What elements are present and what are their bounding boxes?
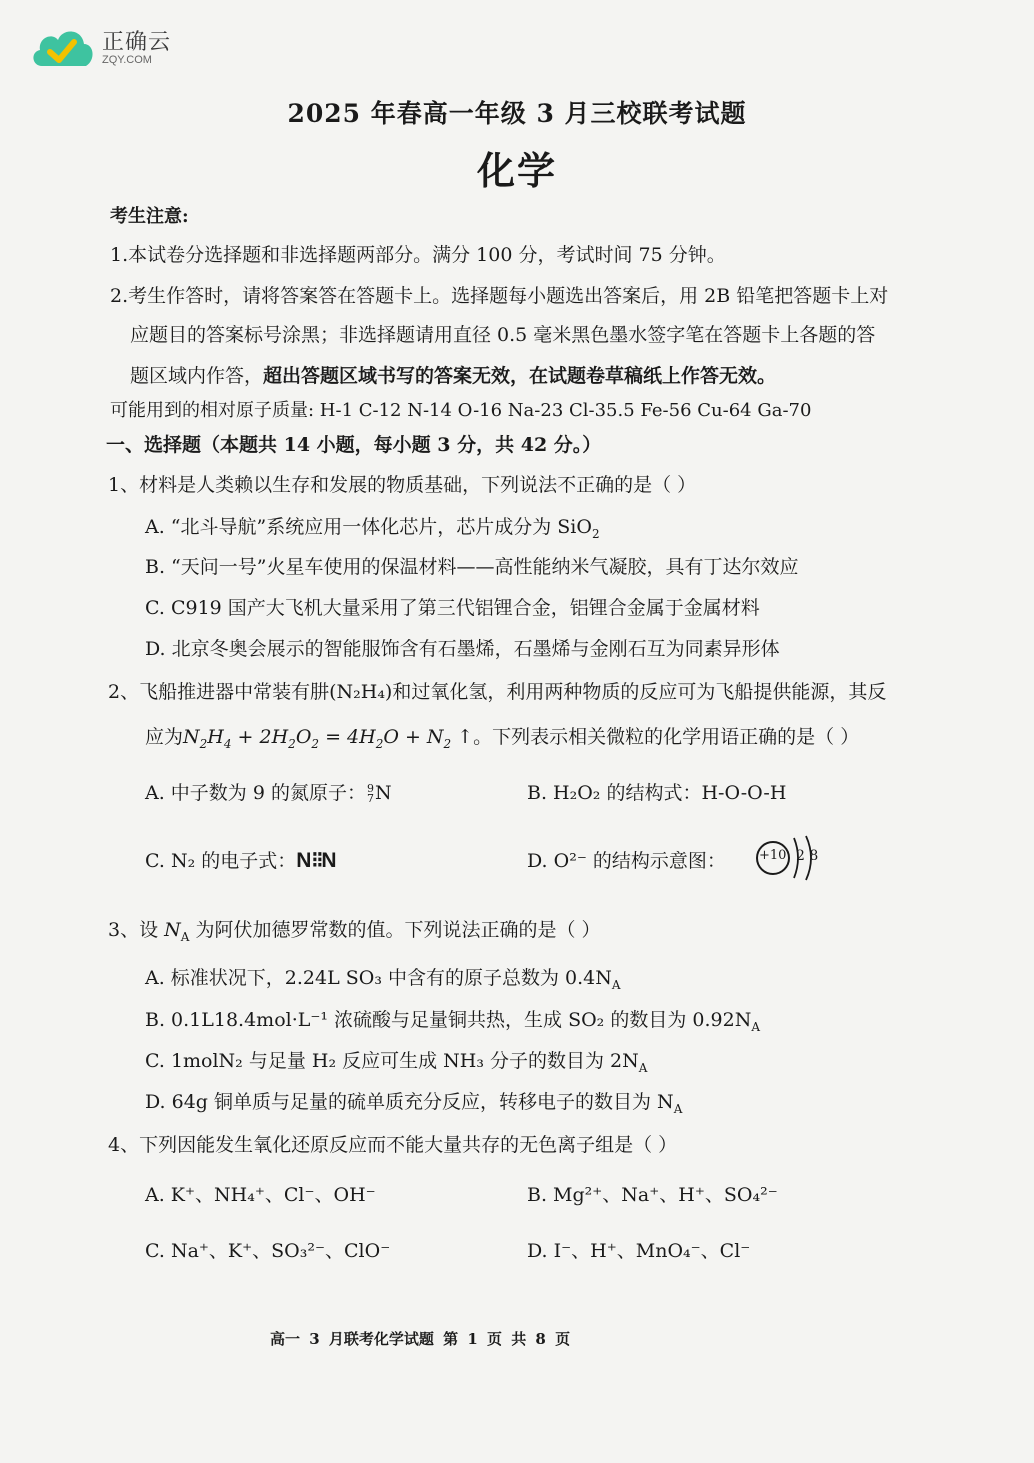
q3-d-sub: A [673, 1101, 683, 1116]
electron-formula-n2: N [321, 849, 337, 872]
q3-option-d-text: D. 64g 铜单质与足量的硫单质充分反应，转移电子的数目为 N [145, 1091, 674, 1113]
electron-dots: ⁝⁝ [311, 847, 322, 873]
notice-line-4-bold: 超出答题区域书写的答案无效，在试题卷草稿纸上作答无效。 [263, 365, 777, 387]
q3-option-c-text: C. 1molN₂ 与足量 H₂ 反应可生成 NH₃ 分子的数目为 2N [145, 1050, 639, 1072]
q2-option-a-text: A. 中子数为 9 的氮原子： [145, 782, 366, 804]
q1-stem: 1、材料是人类赖以生存和发展的物质基础，下列说法不正确的是（ ） [108, 474, 697, 496]
nucleus-label: +10 [759, 848, 787, 863]
nuclide-mass: 9 [366, 782, 374, 795]
q4-stem: 4、下列因能发生氧化还原反应而不能大量共存的无色离子组是（ ） [108, 1134, 678, 1156]
shell-electrons: 2 8 [796, 848, 819, 864]
exam-title: 2025 年春高一年级 3 月三校联考试题 [287, 99, 747, 128]
q3-option-c [145, 1046, 647, 1073]
q1-option-b: B. “天问一号”火星车使用的保温材料——高性能纳米气凝胶，具有丁达尔效应 [145, 556, 799, 578]
q2-option-d: D. O²⁻ 的结构示意图： [527, 850, 726, 872]
q2-option-c-text: C. N₂ 的电子式： [145, 850, 297, 872]
q1-option-d: D. 北京冬奥会展示的智能服饰含有石墨烯，石墨烯与金刚石互为同素异形体 [145, 638, 780, 660]
nuclide-scripts [367, 784, 374, 804]
exam-subject: 化学 [476, 148, 557, 193]
q2-equation: $N_2H_4 + 2H_2O_2 = 4H_2O + N_2$ ↑ [183, 726, 474, 751]
q4-option-b: B. Mg²⁺、Na⁺、H⁺、SO₄²⁻ [527, 1184, 778, 1206]
q3-na-sub: A [180, 929, 190, 944]
q2-equation-line [145, 722, 859, 749]
q1-option-a-sub: 2 [591, 526, 600, 541]
notice-line-4-plain: 题区域内作答， [130, 365, 264, 387]
q3-stem [108, 915, 601, 942]
q4-option-c: C. Na⁺、K⁺、SO₃²⁻、ClO⁻ [145, 1240, 391, 1262]
q3-option-d [145, 1087, 682, 1114]
q1-option-a [145, 512, 600, 539]
q2-eq-prefix: 应为 [145, 726, 184, 748]
q3-stem-b: 为阿伏加德罗常数的值。下列说法正确的是（ ） [189, 919, 601, 941]
q1-option-a-text: A. “北斗导航”系统应用一体化芯片，芯片成分为 SiO [145, 516, 592, 538]
q3-stem-a: 3、设 [108, 919, 165, 941]
q3-na-symbol: N [164, 919, 181, 941]
notice-heading: 考生注意: [110, 206, 189, 227]
cloud-check-icon [28, 22, 96, 74]
q3-option-b [145, 1005, 760, 1032]
q2-option-a [145, 778, 392, 805]
q2-option-b: B. H₂O₂ 的结构式：H-O-O-H [527, 782, 787, 804]
q3-option-b-text: B. 0.1L18.4mol·L⁻¹ 浓硫酸与足量铜共热，生成 SO₂ 的数目为 0.92N [145, 1009, 752, 1031]
q4-option-a: A. K⁺、NH₄⁺、Cl⁻、OH⁻ [145, 1184, 376, 1206]
q1-option-c: C. C919 国产大飞机大量采用了第三代铝锂合金，铝锂合金属于金属材料 [145, 597, 760, 619]
q2-option-c [145, 846, 337, 873]
atomic-masses: 可能用到的相对原子质量: H-1 C-12 N-14 O-16 Na-23 Cl-35.5 Fe-56 Cu-64 Ga-70 [110, 400, 812, 421]
page-footer: 高一 3 月联考化学试题 第 1 页 共 8 页 [270, 1330, 571, 1348]
section-heading: 一、选择题（本题共 14 小题，每小题 3 分，共 42 分。） [106, 434, 602, 456]
notice-line-4 [130, 361, 776, 388]
q3-option-a [145, 963, 621, 990]
notice-line-3: 应题目的答案标号涂黑；非选择题请用直径 0.5 毫米黑色墨水签字笔在答题卡上各题的答 [130, 324, 876, 346]
oxide-ion-structure-diagram [754, 832, 826, 884]
q3-a-sub: A [611, 977, 621, 992]
nuclide-z: 7 [366, 792, 374, 805]
q2-eq-tail: 。下列表示相关微粒的化学用语正确的是（ ） [473, 726, 860, 748]
q3-b-sub: A [751, 1019, 760, 1034]
q3-option-a-text: A. 标准状况下，2.24L SO₃ 中含有的原子总数为 0.4N [145, 967, 612, 989]
notice-line-1: 1.本试卷分选择题和非选择题两部分。满分 100 分，考试时间 75 分钟。 [110, 244, 726, 266]
logo-name: 正确云 [102, 29, 172, 54]
electron-formula-n1: N [296, 849, 312, 872]
logo-domain: ZQY.COM [102, 54, 152, 66]
q2-stem: 2、飞船推进器中常装有肼(N₂H₄)和过氧化氢，利用两种物质的反应可为飞船提供能源，其反 [108, 681, 887, 703]
q3-c-sub: A [638, 1060, 648, 1075]
q4-option-d: D. I⁻、H⁺、MnO₄⁻、Cl⁻ [527, 1240, 751, 1262]
nuclide-symbol: N [374, 782, 392, 804]
site-logo[interactable] [28, 22, 171, 74]
notice-line-2: 2.考生作答时，请将答案答在答题卡上。选择题每小题选出答案后，用 2B 铅笔把答题卡上对 [110, 285, 889, 307]
